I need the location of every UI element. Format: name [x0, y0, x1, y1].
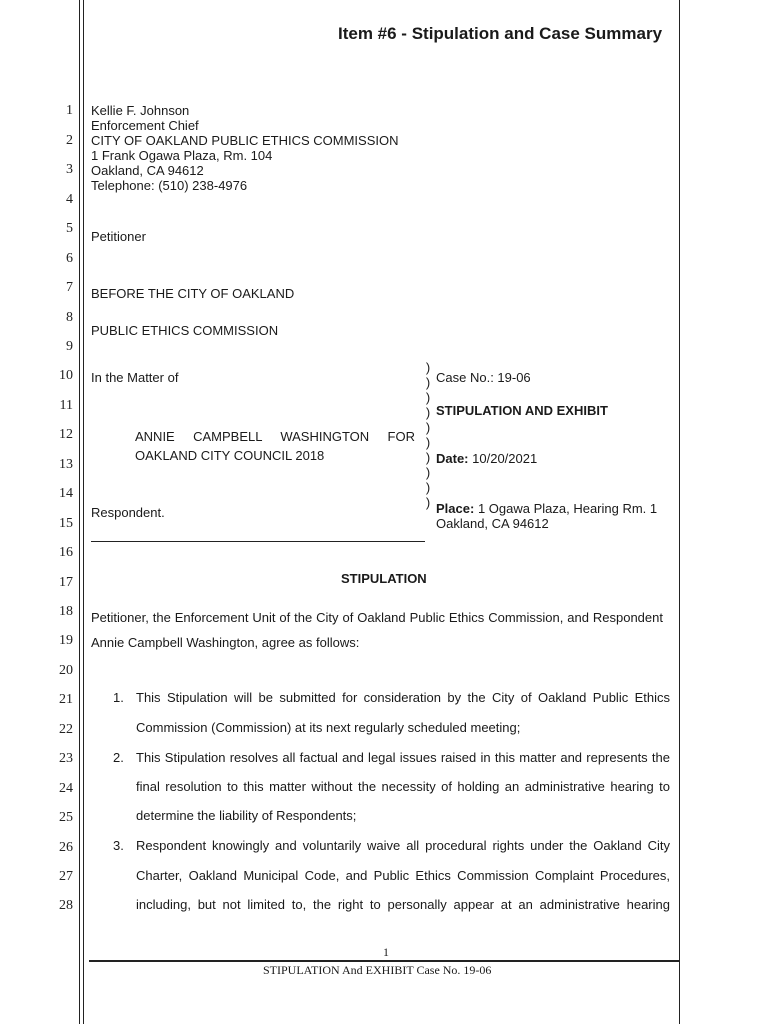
item-line: Commission (Commission) at its next regularly scheduled meeting; [136, 720, 521, 735]
line-number: 24 [59, 781, 73, 796]
telephone: Telephone: (510) 238-4976 [91, 178, 248, 193]
line-number: 21 [59, 692, 73, 707]
line-number: 2 [66, 133, 73, 148]
in-the-matter-of: In the Matter of [91, 370, 179, 385]
respondent-name-line2: OAKLAND CITY COUNCIL 2018 [135, 448, 325, 463]
line-number: 13 [59, 457, 73, 472]
line-number: 15 [59, 516, 73, 531]
line-number: 10 [59, 368, 73, 383]
caption-underline [91, 541, 425, 542]
paren: ) [425, 420, 431, 435]
right-margin-rule [679, 0, 680, 1024]
place-label: Place: [436, 501, 475, 516]
line-number: 19 [59, 633, 73, 648]
intro-line1: Petitioner, the Enforcement Unit of the City of Oakland Public Ethics Commission, and Respondent [91, 610, 663, 625]
line-number: 22 [59, 722, 73, 737]
line-number: 17 [59, 575, 73, 590]
paren: ) [425, 360, 431, 375]
line-number: 26 [59, 840, 73, 855]
line-number: 23 [59, 751, 73, 766]
page-number: 1 [383, 945, 389, 959]
line-number: 4 [66, 192, 73, 207]
line-number: 1 [66, 103, 73, 118]
paren: ) [425, 405, 431, 420]
line-number: 18 [59, 604, 73, 619]
line-number: 9 [66, 339, 73, 354]
intro-line2: Annie Campbell Washington, agree as follows: [91, 635, 360, 650]
line-number: 28 [59, 898, 73, 913]
line-number: 12 [59, 427, 73, 442]
footer-caption: STIPULATION And EXHIBIT Case No. 19-06 [263, 963, 492, 977]
item-line: including, but not limited to, the right to personally appear at an administrative hearing [136, 897, 670, 912]
line-number: 8 [66, 310, 73, 325]
attorney-title: Enforcement Chief [91, 118, 199, 133]
left-margin-rule-inner [83, 0, 84, 1024]
line-number: 6 [66, 251, 73, 266]
agency-name: CITY OF OAKLAND PUBLIC ETHICS COMMISSION [91, 133, 399, 148]
item-number: 3. [113, 838, 124, 853]
respondent-label: Respondent. [91, 505, 165, 520]
place-value-line2: Oakland, CA 94612 [436, 516, 549, 531]
item-line: Respondent knowingly and voluntarily waive all procedural rights under the Oakland City [136, 838, 670, 853]
respondent-name-line1: ANNIE CAMPBELL WASHINGTON FOR [135, 429, 415, 444]
item-line: Charter, Oakland Municipal Code, and Public Ethics Commission Complaint Procedures, [136, 868, 670, 883]
court-title-line2: PUBLIC ETHICS COMMISSION [91, 323, 279, 338]
hearing-date [436, 451, 537, 466]
paren: ) [425, 390, 431, 405]
paren: ) [425, 465, 431, 480]
line-number: 3 [66, 162, 73, 177]
hearing-place [436, 501, 657, 516]
line-number: 25 [59, 810, 73, 825]
address-street: 1 Frank Ogawa Plaza, Rm. 104 [91, 148, 273, 163]
line-number: 7 [66, 280, 73, 295]
petitioner-label: Petitioner [91, 229, 146, 244]
place-value-line1: 1 Ogawa Plaza, Hearing Rm. 1 [477, 501, 658, 516]
section-heading: STIPULATION [341, 571, 427, 586]
case-number: Case No.: 19-06 [436, 370, 531, 385]
item-line: This Stipulation resolves all factual and legal issues raised in this matter and represents the [136, 750, 670, 765]
court-title-line1: BEFORE THE CITY OF OAKLAND [91, 286, 295, 301]
paren: ) [425, 450, 431, 465]
date-label: Date: [436, 451, 469, 466]
attorney-name: Kellie F. Johnson [91, 103, 190, 118]
item-line: This Stipulation will be submitted for consideration by the City of Oakland Public Ethics [136, 690, 670, 705]
paren: ) [425, 480, 431, 495]
document-type: STIPULATION AND EXHIBIT [436, 403, 608, 418]
item-number: 2. [113, 750, 124, 765]
item-line: final resolution to this matter without the necessity of holding an administrative hearing to [136, 779, 670, 794]
item-number: 1. [113, 690, 124, 705]
address-city: Oakland, CA 94612 [91, 163, 204, 178]
line-number: 20 [59, 663, 73, 678]
date-value: 10/20/2021 [472, 451, 538, 466]
item-line: determine the liability of Respondents; [136, 808, 357, 823]
paren: ) [425, 375, 431, 390]
line-number: 11 [59, 398, 73, 413]
line-number: 14 [59, 486, 73, 501]
paren: ) [425, 435, 431, 450]
left-margin-rule-outer [79, 0, 80, 1024]
line-number: 5 [66, 221, 73, 236]
paren: ) [425, 495, 431, 510]
line-number: 27 [59, 869, 73, 884]
page-title: Item #6 - Stipulation and Case Summary [338, 24, 663, 43]
line-number: 16 [59, 545, 73, 560]
footer-rule [89, 960, 680, 962]
